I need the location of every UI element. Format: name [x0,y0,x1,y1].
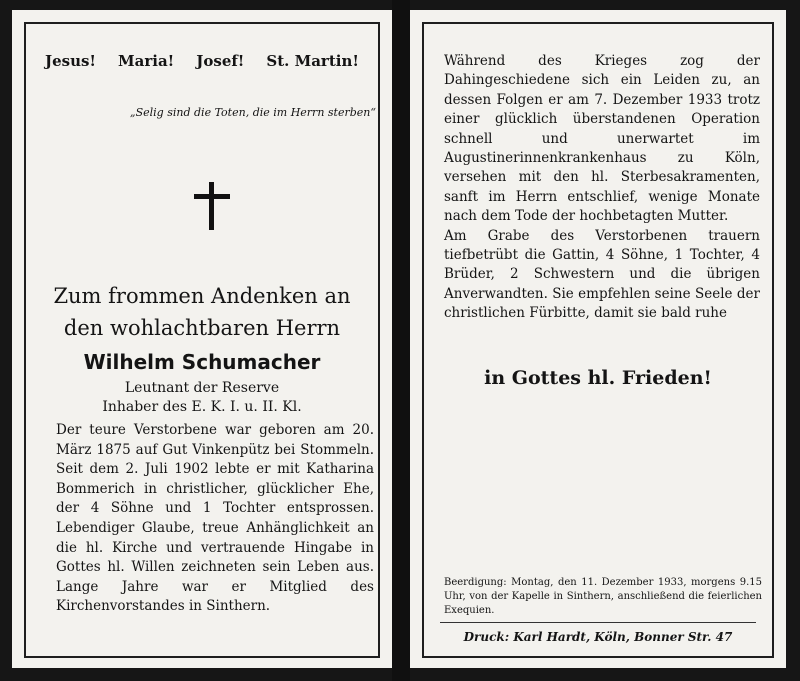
biography-paragraph: Der teure Verstorbene war geboren am 20. März 1875 auf Gut Vinkenpütz bei Stommeln. Seit dem 2. Juli 1902 lebte er mit Katharina Bommerich in christlicher, glücklicher Ehe, der 4 Söhne und 1 Tochter entsprossen. Lebendiger Glaube, treue Anhänglichkeit an die hl. Kirche und vertrauende Hingabe in Gottes hl. Willen zeichneten sein Leben aus. Lange Jahre war er Mitglied des Kirchenvorstandes in Sinthern. [56,422,374,615]
rank-block [12,379,392,417]
saint-maria: Maria! [118,52,175,70]
funeral-text: Montag, den 11. Dezember 1933, morgens 9.15 Uhr, von der Kapelle in Sinthern, anschließend die feierlichen Exequien. [444,577,762,616]
saint-josef: Josef! [196,52,245,70]
left-panel [12,10,392,668]
rank-line1: Leutnant der Reserve [124,380,280,396]
illness-paragraph: Während des Krieges zog der Dahingeschiedene sich ein Leiden zu, an dessen Folgen er am 7. Dezember 1933 trotz einer glücklich überstandenen Operation schnell und unerwartet im Augustinerinnenkrankenhaus zu Köln, versehen mit den hl. Sterbesakramenten, sanft im Herrn entschlief, wenige Monate nach dem Tode der hochbetagten Mutter. [444,53,760,225]
closing-phrase: in Gottes hl. Frieden! [484,367,712,389]
funeral-notice [444,576,762,618]
saint-martin: St. Martin! [266,52,359,70]
memorial-heading [12,280,392,344]
saints-heading [12,52,392,70]
mourners-paragraph: Am Grabe des Verstorbenen trauern tiefbetrübt die Gattin, 4 Söhne, 1 Tochter, 4 Brüder, 2 Schwestern und die übrigen Anverwandten. Sie empfehlen seine Seele der christlichen Fürbitte, damit sie bald ruhe [444,227,760,322]
divider-line [440,622,756,623]
right-body-text [444,52,760,324]
motto-quote: „Selig sind die Toten, die im Herrn sterben“ [129,106,376,119]
cross-icon [194,182,230,230]
saint-jesus: Jesus! [45,52,97,70]
memorial-heading-line2: den wohlachtbaren Herrn [63,316,341,340]
rank-line2: Inhaber des E. K. I. u. II. Kl. [102,399,302,415]
funeral-label: Beerdigung: [444,577,507,588]
card-fold [392,0,410,681]
right-panel [410,10,786,668]
printer-imprint: Druck: Karl Hardt, Köln, Bonner Str. 47 [463,630,733,644]
deceased-name: Wilhelm Schumacher [83,350,321,374]
memorial-heading-line1: Zum frommen Andenken an [53,284,351,308]
